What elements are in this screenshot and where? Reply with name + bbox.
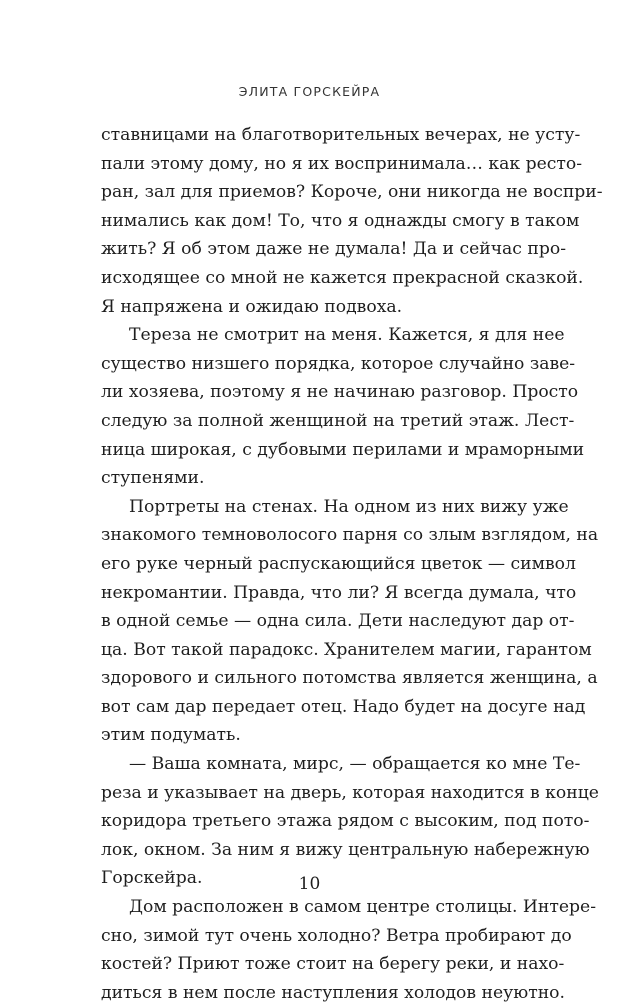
text-line: костей? Приют тоже стоит на берегу реки, и нахо- <box>101 954 565 975</box>
text-line: знакомого темноволосого парня со злым взглядом, на <box>101 525 599 546</box>
text-line: пали этому дому, но я их воспринимала… как ресто- <box>101 153 583 174</box>
text-line: реза и указывает на дверь, которая находится в конце <box>101 782 599 803</box>
text-line: Я напряжена и ожидаю подвоха. <box>101 296 403 317</box>
paragraph <box>101 321 585 493</box>
text-line: некромантии. Правда, что ли? Я всегда думала, что <box>101 582 577 603</box>
paragraph <box>101 750 599 893</box>
text-line: ли хозяева, поэтому я не начинаю разговор. Просто <box>101 382 579 403</box>
text-line: его руке черный распускающийся цветок — символ <box>101 553 576 574</box>
text-line: коридора третьего этажа рядом с высоким, под пото- <box>101 811 590 832</box>
text-line: нимались как дом! То, что я однажды смогу в таком <box>101 210 580 231</box>
text-line: ставницами на благотворительных вечерах, не усту- <box>101 125 581 145</box>
text-line: исходящее со мной не кажется прекрасной сказкой. <box>101 267 584 288</box>
text-line: Дом расположен в самом центре столицы. Интере- <box>129 897 597 918</box>
paragraph <box>101 493 599 750</box>
text-line: жить? Я об этом даже не думала! Да и сейчас про- <box>101 239 567 260</box>
paragraph <box>101 121 603 321</box>
text-line: Тереза не смотрит на меня. Кажется, я для нее <box>129 325 565 346</box>
text-line: в одной семье — одна сила. Дети наследуют дар от- <box>101 611 575 632</box>
text-line: сно, зимой тут очень холодно? Ветра пробирают до <box>101 925 572 946</box>
running-head: ЭЛИТА ГОРСКЕЙРА <box>238 84 381 99</box>
page-number: 10 <box>298 874 321 894</box>
text-line: ран, зал для приемов? Короче, они никогда не воспри- <box>101 182 603 203</box>
text-line: Горскейра. <box>101 868 203 889</box>
paragraph <box>101 893 597 1007</box>
text-line: Портреты на стенах. На одном из них вижу уже <box>129 496 569 517</box>
text-line: ца. Вот такой парадокс. Хранителем магии, гарантом <box>101 639 592 660</box>
text-line: существо низшего порядка, которое случайно заве- <box>101 353 576 374</box>
text-line: — Ваша комната, мирс, — обращается ко мне Те- <box>129 754 581 775</box>
text-line: ступенями. <box>101 468 205 489</box>
text-line: диться в нем после наступления холодов неуютно. <box>101 982 565 1003</box>
text-line: следую за полной женщиной на третий этаж. Лест- <box>101 410 575 431</box>
text-line: вот сам дар передает отец. Надо будет на досуге над <box>101 696 586 717</box>
text-line: лок, окном. За ним я вижу центральную набережную <box>101 839 590 860</box>
text-line: этим подумать. <box>101 725 241 746</box>
text-line: здорового и сильного потомства является женщина, а <box>101 668 598 689</box>
text-line: ница широкая, с дубовыми перилами и мраморными <box>101 439 585 460</box>
